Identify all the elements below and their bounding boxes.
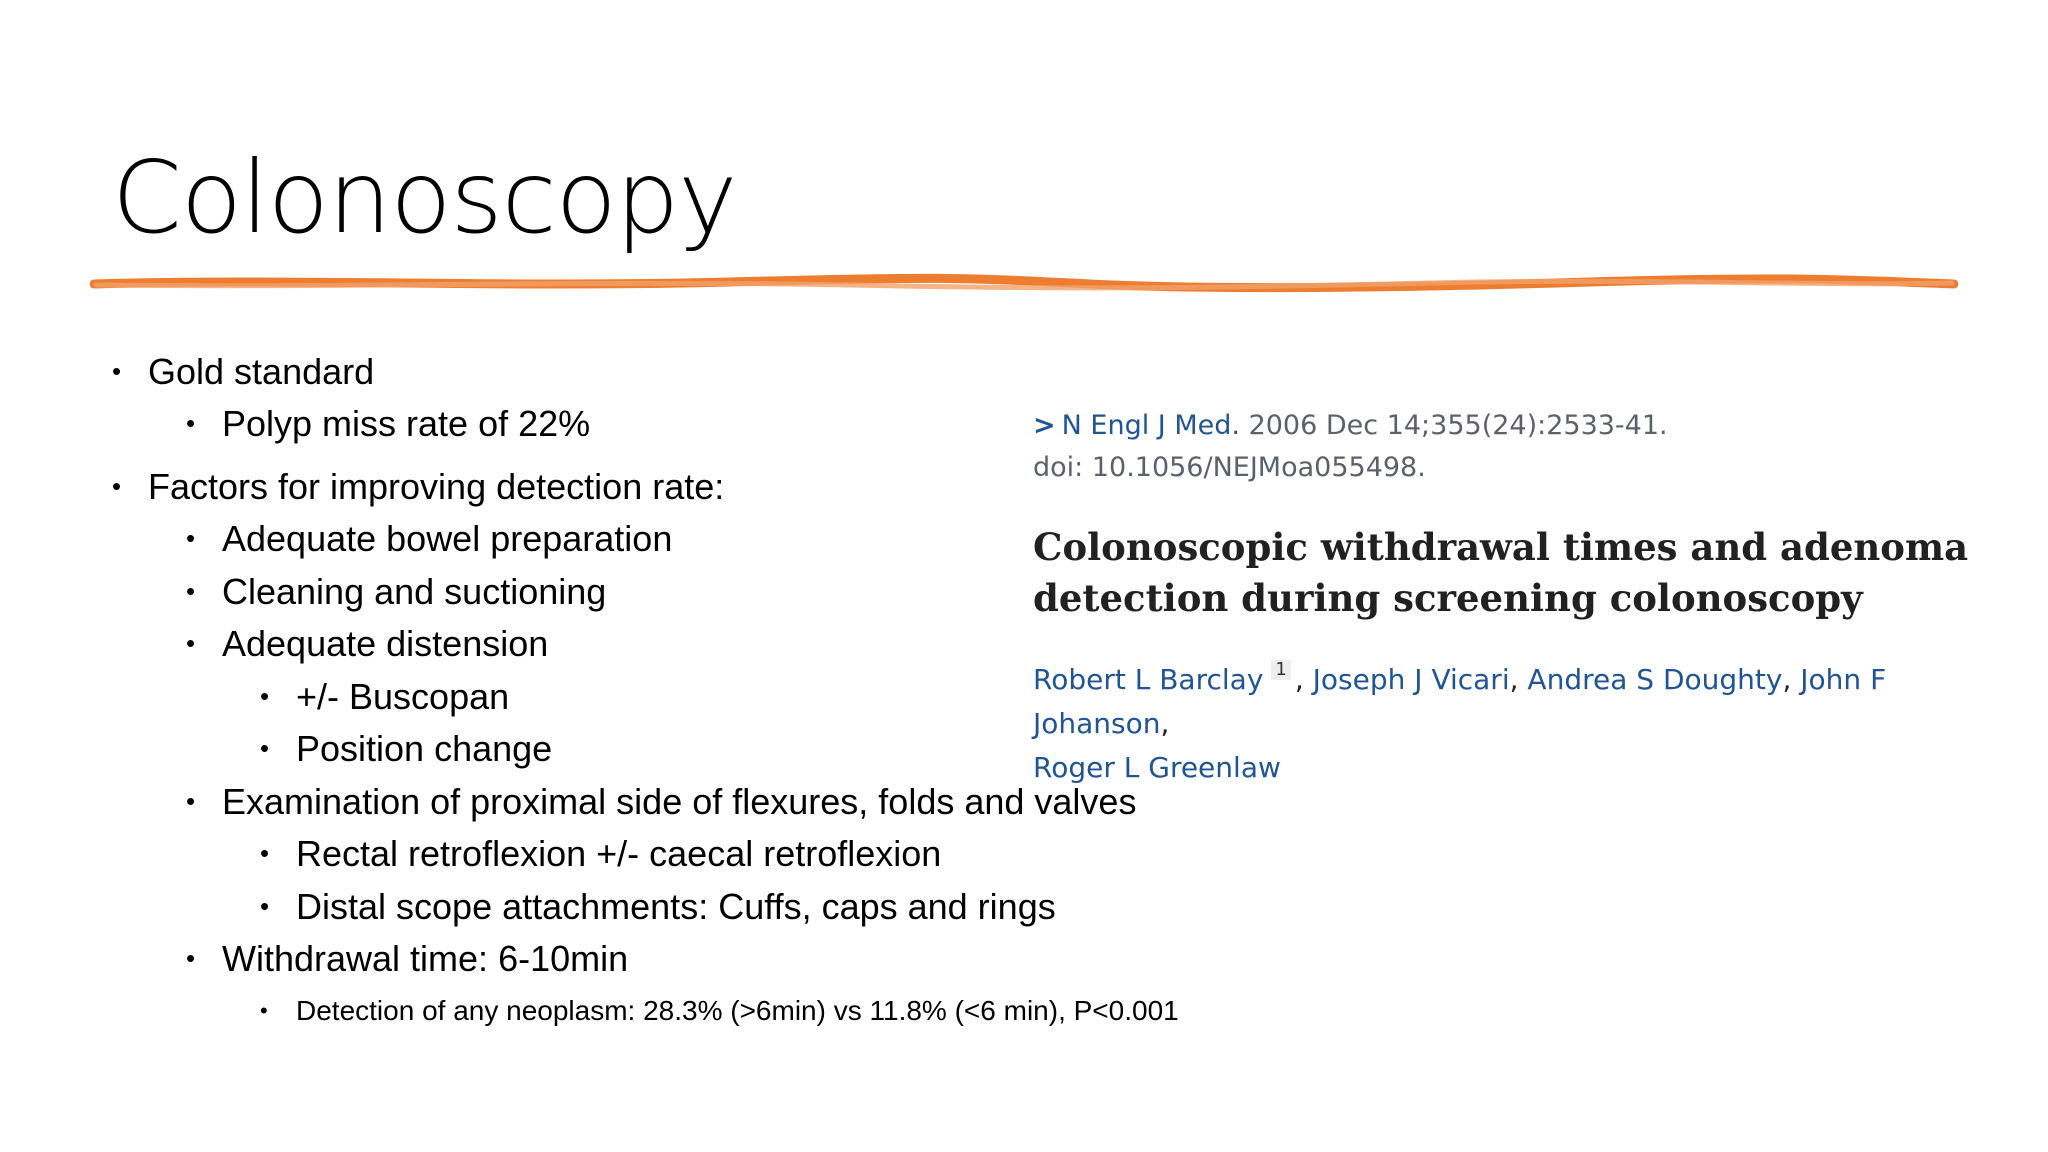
bullet-text: Position change: [296, 728, 553, 769]
bullet-dot: •: [112, 356, 122, 386]
journal-link[interactable]: N Engl J Med.: [1061, 410, 1240, 441]
slide-title: Colonoscopy: [112, 139, 737, 256]
bullet-dot: •: [186, 576, 196, 606]
bullet-dot: •: [186, 786, 196, 816]
citation-screenshot: [1030, 400, 2010, 784]
bullet-text: Factors for improving detection rate:: [148, 466, 725, 507]
bullet-dot: •: [260, 998, 268, 1023]
citation-date-volume: 2006 Dec 14;355(24):2533-41.: [1248, 410, 1668, 441]
citation-journal-line: [1033, 410, 1668, 441]
author-link[interactable]: Roger L Greenlaw: [1033, 751, 1281, 784]
bullet-dot: •: [186, 408, 196, 438]
bullet-dot: •: [186, 628, 196, 658]
bullet-dot: •: [260, 891, 270, 921]
author-link[interactable]: Joseph J Vicari: [1312, 663, 1510, 696]
bullet-text: Adequate distension: [222, 623, 549, 664]
bullet-dot: •: [112, 471, 122, 501]
bullet-text: +/- Buscopan: [296, 676, 510, 717]
title-underline: [90, 272, 1958, 296]
author-list: Robert L Barclay 1 , Joseph J Vicari, Andrea S Doughty, John F Johanson, Roger L Greenlaw: [1033, 659, 1887, 784]
author-link[interactable]: Andrea S Doughty: [1527, 663, 1783, 696]
author-link[interactable]: John F Johanson: [1033, 663, 1887, 740]
bullet-text: Adequate bowel preparation: [222, 518, 673, 559]
author-link[interactable]: Robert L Barclay: [1033, 663, 1264, 696]
article-title: Colonoscopic withdrawal times and adenoma detection during screening colonoscopy: [1033, 525, 1969, 620]
bullet-dot: •: [186, 943, 196, 973]
bullet-text: Rectal retroflexion +/- caecal retroflexion: [296, 833, 942, 874]
affiliation-badge[interactable]: 1: [1271, 660, 1290, 680]
bullet-text: Examination of proximal side of flexures, folds and valves: [222, 781, 1137, 822]
bullet-text: Distal scope attachments: Cuffs, caps and rings: [296, 886, 1056, 927]
citation-doi: doi: 10.1056/NEJMoa055498.: [1033, 452, 1426, 483]
chevron-right-icon: >: [1033, 410, 1056, 441]
bullet-dot: •: [260, 733, 270, 763]
bullet-dot: •: [260, 838, 270, 868]
bullet-text: Withdrawal time: 6-10min: [222, 938, 629, 979]
bullet-text: Gold standard: [148, 351, 375, 392]
bullet-text: Cleaning and suctioning: [222, 571, 607, 612]
bullet-dot: •: [260, 681, 270, 711]
bullet-dot: •: [186, 523, 196, 553]
bullet-text: Detection of any neoplasm: 28.3% (>6min) vs 11.8% (<6 min), P<0.001: [296, 995, 1179, 1026]
bullet-text: Polyp miss rate of 22%: [222, 403, 591, 444]
